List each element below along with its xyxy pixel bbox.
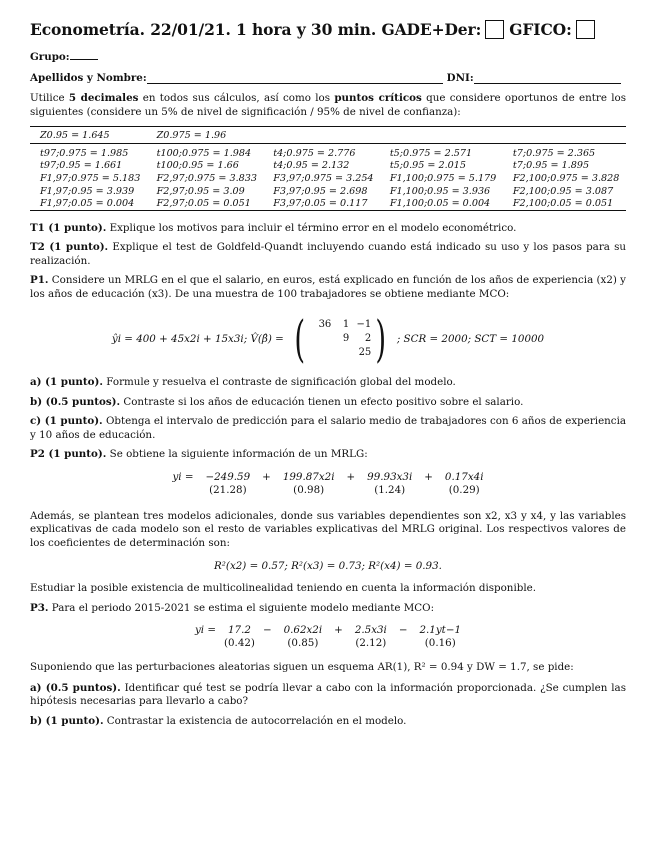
table-row [30,197,626,210]
grupo-field [30,48,626,63]
dni-line[interactable] [474,72,621,84]
problem-p1: P1. Considere un MRLG en el que el salario, en euros, está explicado en función de los años de experiencia (x2) y los años de educación (x3). De una muestra de 100 trabajadores se obtiene mediante MCO: [30,274,626,300]
table-cell: F2,100;0.95 = 3.087 [512,185,614,197]
table-cell: F1,97;0.975 = 5.183 [40,172,141,184]
table-cell: F2,100;0.975 = 3.828 [512,172,620,184]
p3-part-b: b) (1 punto). Contrastar la existencia de autocorrelación en el modelo. [30,714,407,727]
p2-regression: yi = −249.59 + 199.87x2i + 99.93x3i + 0.17x4i (21.28) (0.98) (1.24) (0.29) [172,470,484,496]
intro-paragraph: Utilice 5 decimales en todos sus cálculos, así como los puntos críticos que considere oportunos de entre los siguientes (considere un 5% de nivel de significación / 95% de nivel de confianza): [30,92,627,118]
p1-equation [30,310,626,368]
gfico-label: GFICO: [509,20,572,39]
table-cell: F1,97;0.05 = 0.004 [30,197,147,210]
table-cell: t7;0.975 = 2.365 [512,147,596,159]
critical-values-table [30,126,626,211]
table-cell: t5;0.975 = 2.571 [389,147,473,159]
table-cell: t97;0.95 = 1.661 [40,160,123,172]
p2-paragraph: Además, se plantean tres modelos adicionales, donde sus variables dependientes son x2, x3 y x4, y las variables explicativas de cada modelo son el resto de variables explicativas del MRLG original. Los respectivos valores de los coeficientes de determinación son: [30,509,626,549]
p3-part-a: a) (0.5 puntos). Identificar qué test se podría llevar a cabo con la información proporcionada. ¿Se cumplen las hipótesis necesarias para llevarlo a cabo? [30,681,626,708]
p1-part-b: b) (0.5 puntos). Contraste si los años de educación tienen un efecto positivo sobre el salario. [30,395,524,408]
table-cell: t5;0.95 = 2.015 [389,160,466,172]
problem-p2: P2 (1 punto). Se obtiene la siguiente información de un MRLG: [30,448,368,461]
p2-question: Estudiar la posible existencia de multicolinealidad teniendo en cuenta la información disponible. [30,582,536,595]
table-cell: t97;0.975 = 1.985 [40,147,129,159]
table-row [30,185,626,198]
nombre-row [30,72,626,84]
p1-equation-lhs: ŷi = 400 + 45x2i + 15x3i; V̂(β̂) = [111,333,284,346]
title-text: Econometría. 22/01/21. 1 hora y 30 min. GADE+Der: [30,20,482,39]
table-cell: t100;0.95 = 1.66 [156,160,239,172]
table-cell: t4;0.975 = 2.776 [273,147,356,159]
gade-checkbox[interactable] [485,20,504,39]
p1-equation-tail: ; SCR = 2000; SCT = 10000 [396,333,545,346]
table-cell: F2,97;0.05 = 0.051 [147,197,264,210]
table-cell: F3,97;0.975 = 3.254 [273,172,374,184]
p1-part-a: a) (1 punto). Formule y resuelva el contraste de significación global del modelo. [30,376,456,389]
nombre-label: Apellidos y Nombre: [30,72,147,84]
table-cell: t4;0.95 = 2.132 [273,160,350,172]
gfico-checkbox[interactable] [576,20,595,39]
table-cell: F1,100;0.95 = 3.936 [389,185,491,197]
table-cell: F1,100;0.05 = 0.004 [380,197,503,210]
table-cell: F1,97;0.95 = 3.939 [40,185,135,197]
table-cell: F2,97;0.95 = 3.09 [156,185,245,197]
table-cell: F3,97;0.05 = 0.117 [263,197,380,210]
table-cell: Z0.975 = 1.96 [147,127,264,144]
nombre-line[interactable] [147,72,443,84]
p2-r2-values: R²(x2) = 0.57; R²(x3) = 0.73; R²(x4) = 0.93. [214,560,442,573]
table-row [30,160,626,173]
table-row [30,147,626,160]
table-head-row [30,127,626,144]
covariance-matrix: ( 36 1 −1 9 2 25 ) [294,310,387,369]
grupo-label: Grupo: [30,51,70,63]
exam-title [30,20,626,39]
exam-page [30,18,626,728]
grupo-line[interactable] [70,48,98,60]
question-t1: T1 (1 punto). Explique los motivos para incluir el término error en el modelo econométrico. [30,221,517,234]
table-cell: F2,100;0.05 = 0.051 [503,197,626,210]
p3-paragraph: Suponiendo que las perturbaciones aleatorias siguen un esquema AR(1), R² = 0.94 y DW = 1.7, se pide: [30,661,574,674]
table-cell: t7;0.95 = 1.895 [512,160,590,172]
table-row [30,172,626,185]
table-cell: Z0.95 = 1.645 [30,127,147,144]
p1-part-c: c) (1 punto). Obtenga el intervalo de predicción para el salario medio de trabajadores con 6 años de experiencia y 10 años de educación. [30,415,627,441]
table-cell: F1,100;0.975 = 5.179 [389,172,497,184]
dni-label: DNI: [446,72,474,84]
p3-regression: yi = 17.2 − 0.62x2i + 2.5x3i − 2.1yt−1 (0.42) (0.85) (2.12) (0.16) [194,624,461,650]
table-cell: F3,97;0.95 = 2.698 [273,185,368,197]
table-cell: t100;0.975 = 1.984 [156,147,252,159]
question-t2: T2 (1 punto). Explique el test de Goldfeld-Quandt incluyendo cuando está indicado su uso y los pasos para su realización. [30,241,626,267]
problem-p3: P3. Para el periodo 2015-2021 se estima el siguiente modelo mediante MCO: [30,601,435,614]
table-cell: F2,97;0.975 = 3.833 [156,172,257,184]
